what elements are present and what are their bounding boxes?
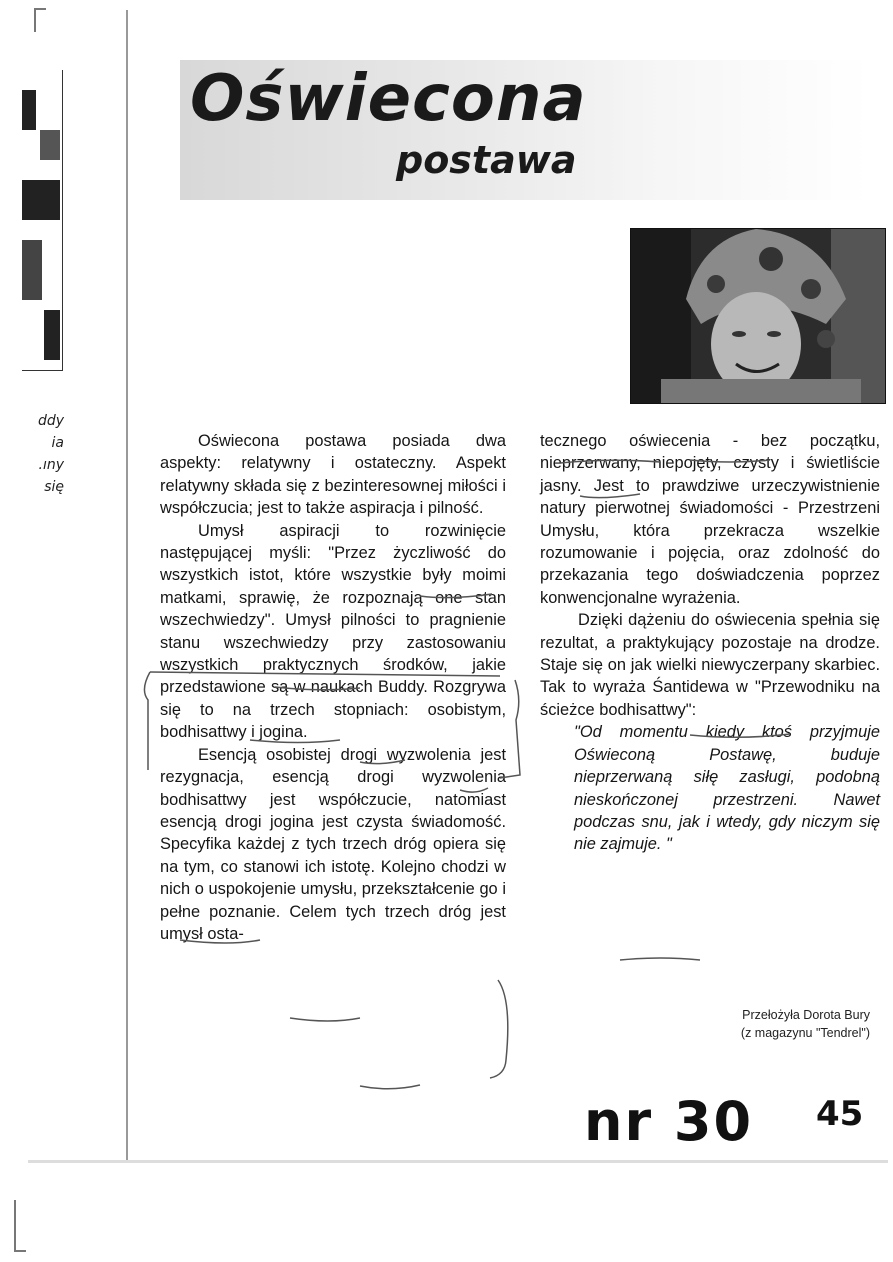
paragraph: Umysł aspiracji to rozwinięcie następującej myśli: "Przez życzliwość do wszystkich istot, które wszystkie były moimi matkami, sprawię, że rozpoznają one stan wszechwiedzy". Umysł pilności to pragnienie stanu wszechwiedzy przy zastosowaniu wszystkich praktycznych środków, jakie przedstawione są w naukach Buddy. Rozgrywa się to na trzech stopniach: osobistym, bodhisattwy i jogina. [160, 521, 506, 742]
article-column-left [160, 430, 506, 945]
credit-translator: Przełożyła Dorota Bury [742, 1008, 870, 1022]
fragment-line: ia [51, 435, 64, 451]
credit-source: (z magazynu "Tendrel") [740, 1026, 870, 1040]
article-column-right [540, 430, 880, 856]
quotation: "Od momentu kiedy ktoś przyjmuje Oświeconą Postawę, buduje nieprzerwaną siłę zasługi, podobną nieskończonej przestrzeni. Nawet podczas snu, jak i wtedy, gdy niczym się nie zajmuje. " [574, 723, 880, 854]
article-subtitle: postawa [396, 138, 577, 182]
page-bottom-edge [28, 1160, 888, 1163]
fragment-line: się [44, 479, 64, 495]
adjacent-page-text-fragment [4, 410, 64, 498]
translator-credit [700, 1006, 870, 1042]
paragraph: Dzięki dążeniu do oświecenia spełnia się rezultat, a praktykujący pozostaje na drodze. Staje się on jak wielki niewyczerpany skarbiec. Tak to wyraża Śantidewa w "Przewodniku na ścieżce bodhisattwy": [540, 611, 880, 719]
handwritten-page-number: 45 [816, 1094, 864, 1134]
scan-corner-mark [34, 8, 46, 32]
handwritten-issue-number: nr 30 [584, 1090, 754, 1153]
article-title: Oświecona [190, 62, 587, 136]
adjacent-page-photo-strip [22, 70, 63, 371]
paragraph: Oświecona postawa posiada dwa aspekty: relatywny i ostateczny. Aspekt relatywny składa się z bezinteresownej miłości i współczucia; jest to także aspiracja i pilność. [160, 432, 506, 518]
portrait-illustration [631, 229, 885, 403]
scan-corner-mark-bottom [14, 1200, 26, 1252]
paragraph: tecznego oświecenia - bez początku, nieprzerwany, niepojęty, czysty i świetliście jasny. Jest to prawdziwe urzeczywistnienie natury pierwotnej świadomości - Przestrzeni Umysłu, która przekracza wszelkie rozumowanie i pojęcia, oraz zdolność do przekazania tego doświadczenia poprzez konwencjonalne wyrażenia. [540, 432, 880, 607]
fragment-line: ddy [37, 413, 64, 429]
page-fold-line [126, 10, 128, 1160]
fragment-line: .ıny [38, 457, 64, 473]
paragraph: Esencją osobistej drogi wyzwolenia jest rezygnacja, esencją drogi wyzwolenia bodhisattwy jest współczucie, natomiast esencją drogi jogina jest czysta świadomość. Specyfika każdej z tych trzech dróg opiera się na tym, co stanowi ich istotę. Kolejno chodzi w nich o uspokojenie umysłu, przekształcenie go i pełne poznanie. Celem tych trzech dróg jest umysł osta- [160, 745, 506, 943]
portrait-photo [630, 228, 886, 404]
